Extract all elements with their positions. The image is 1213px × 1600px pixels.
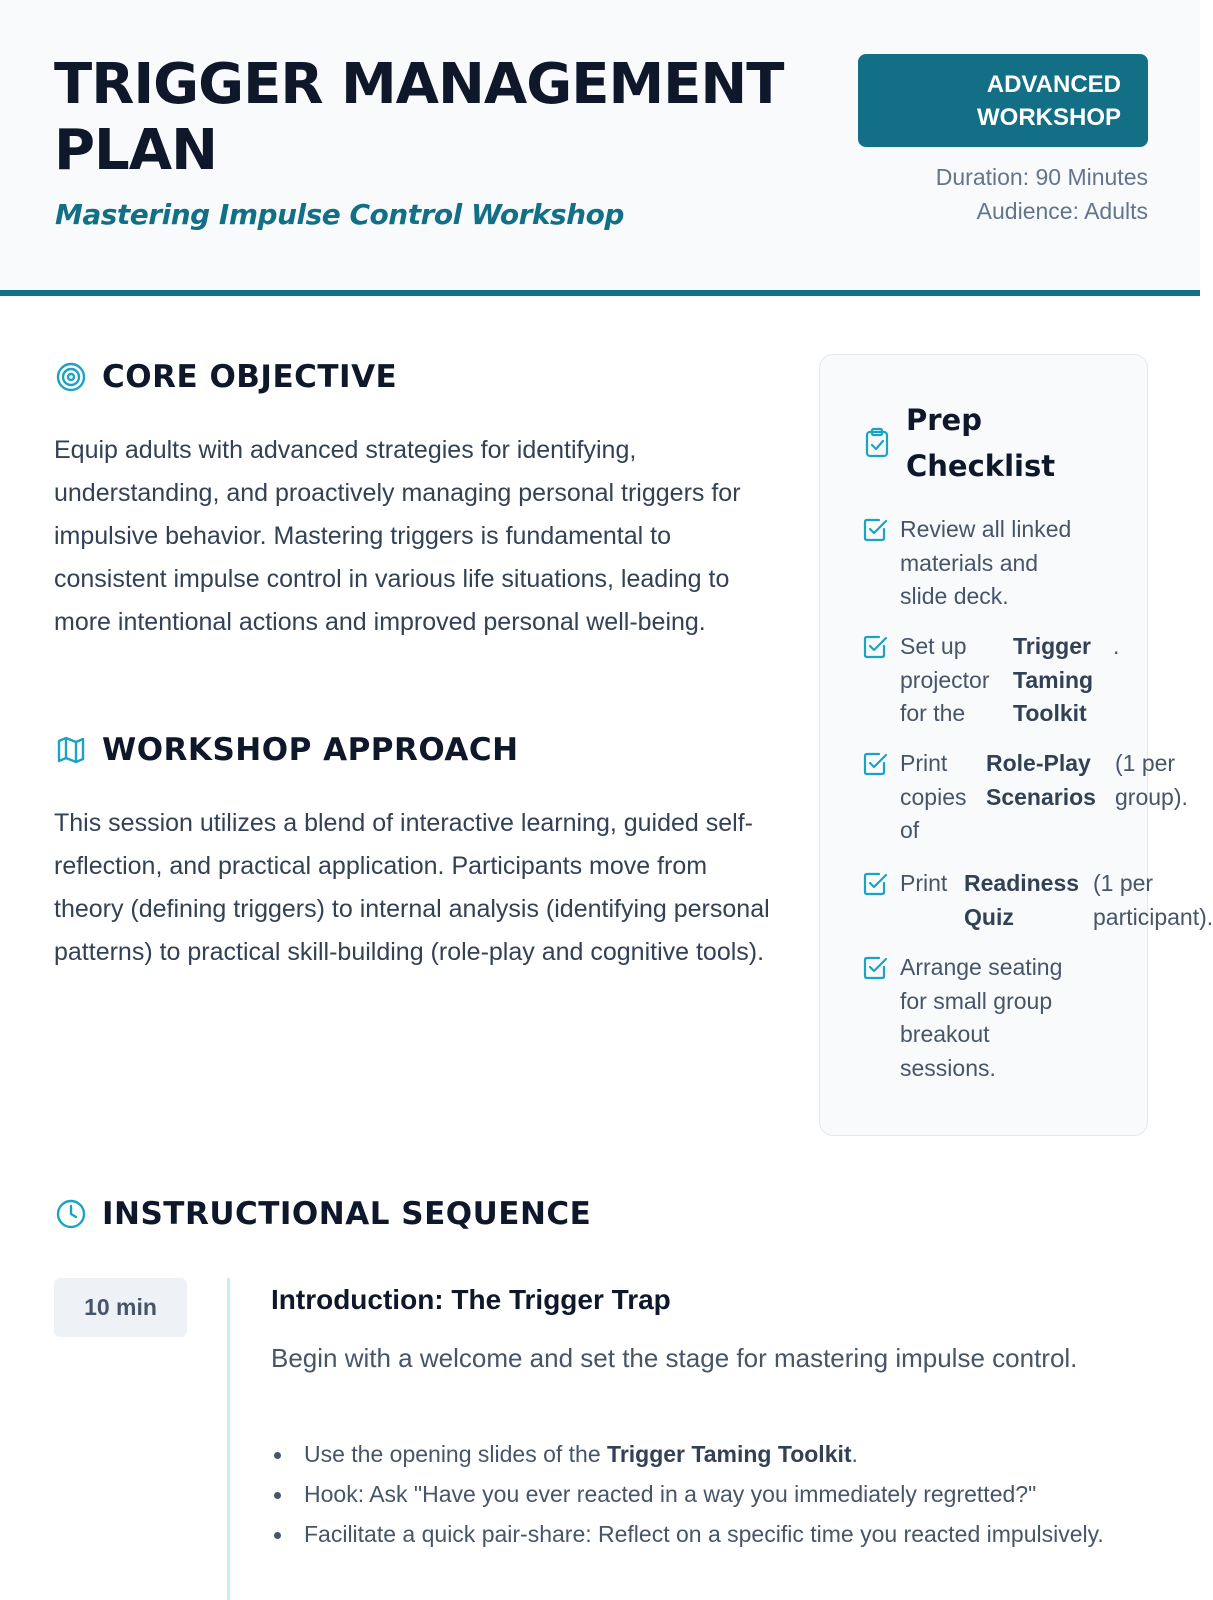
- checklist-item-label: Print Readiness Quiz (1 per participant).: [900, 870, 1213, 930]
- approach-text: This session utilizes a blend of interactive learning, guided self-reflection, and practical application. Participants move from theory (defining triggers) to internal analysis (identifying personal patterns) to practical skill-building (role-play and cognitive tools).: [54, 809, 770, 966]
- duration-text: Duration: 90 Minutes: [935, 164, 1148, 190]
- checkbox-checked-icon[interactable]: [862, 955, 888, 981]
- step-title: Introduction: The Trigger Trap: [271, 1284, 671, 1315]
- checklist-item-label: Set up projector for the Trigger Taming Toolkit .: [900, 633, 1120, 726]
- checklist-item-label: Review all linked materials and slide deck.: [900, 516, 1072, 609]
- checkbox-checked-icon[interactable]: [862, 871, 888, 897]
- objective-heading-text: CORE OBJECTIVE: [102, 359, 398, 395]
- map-icon: [54, 733, 88, 767]
- page-title: TRIGGER MANAGEMENT PLAN: [54, 52, 784, 183]
- checkbox-checked-icon[interactable]: [862, 751, 888, 777]
- step-duration-badge: 10 min: [54, 1278, 187, 1337]
- timeline-line: [227, 1278, 230, 1600]
- level-badge-label: ADVANCED WORKSHOP: [977, 71, 1121, 131]
- audience-text: Audience: Adults: [976, 198, 1148, 224]
- approach-heading: [54, 732, 519, 768]
- checklist-item-label: Arrange seating for small group breakout sessions.: [900, 954, 1063, 1081]
- workshop-meta: [936, 160, 1148, 228]
- clipboard-check-icon: [862, 427, 894, 459]
- approach-heading-text: WORKSHOP APPROACH: [102, 732, 519, 768]
- prep-heading-text: Prep Checklist: [906, 403, 1056, 483]
- step-bullet-list: [271, 1438, 1151, 1558]
- clock-icon: [54, 1197, 88, 1231]
- page-header: [0, 0, 1200, 296]
- step-bullet: Facilitate a quick pair-share: Reflect on a specific time you reacted impulsively.: [271, 1518, 1151, 1551]
- checkbox-checked-icon[interactable]: [862, 517, 888, 543]
- sequence-heading: [54, 1196, 591, 1232]
- page-subtitle: Mastering Impulse Control Workshop: [55, 198, 624, 231]
- sequence-heading-text: INSTRUCTIONAL SEQUENCE: [102, 1196, 592, 1232]
- objective-text: Equip adults with advanced strategies for identifying, understanding, and proactively managing personal triggers for impulsive behavior. Mastering triggers is fundamental to consistent impulse control in various life situations, leading to more intentional actions and improved personal well-being.: [54, 436, 741, 636]
- checklist-item-label: Print copies of Role-Play Scenarios (1 per group).: [900, 750, 1188, 843]
- step-bullet: Use the opening slides of the Trigger Taming Toolkit.: [271, 1438, 1151, 1471]
- step-bullet: Hook: Ask "Have you ever reacted in a way you immediately regretted?": [271, 1478, 1151, 1511]
- checkbox-checked-icon[interactable]: [862, 634, 888, 660]
- prep-checklist-card: [819, 354, 1213, 1136]
- objective-heading: [54, 359, 397, 395]
- level-badge: [858, 54, 1148, 147]
- target-icon: [54, 360, 88, 394]
- prep-heading: [862, 397, 1086, 489]
- step-description: Begin with a welcome and set the stage for mastering impulse control.: [271, 1343, 1078, 1373]
